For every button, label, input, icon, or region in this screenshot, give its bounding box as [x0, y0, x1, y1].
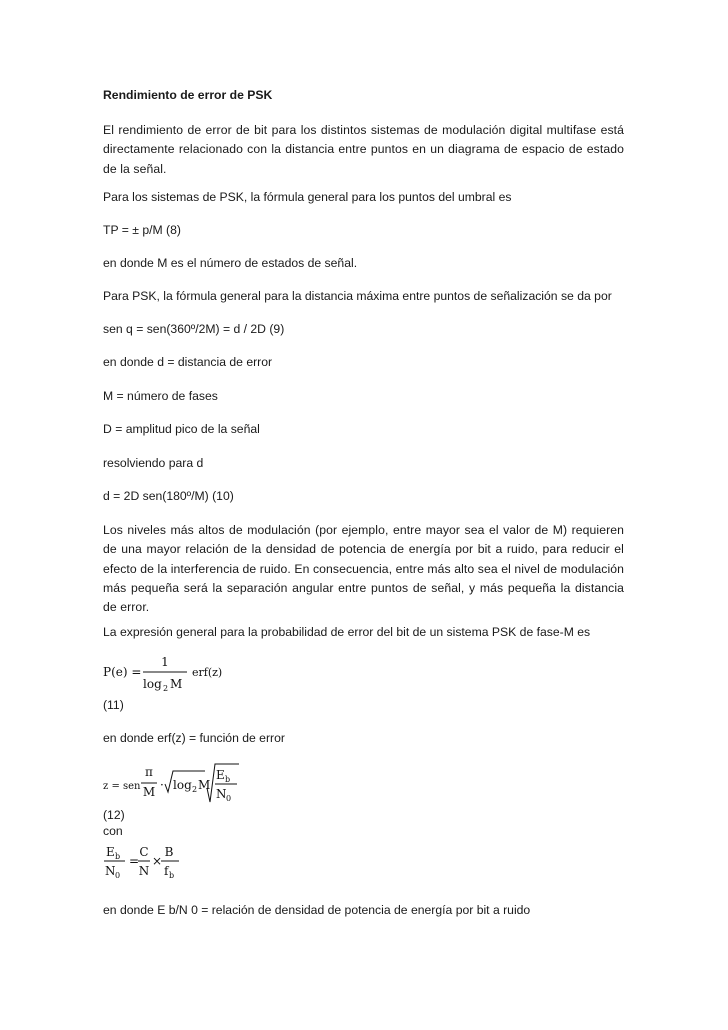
- paragraph-solving: resolviendo para d: [103, 456, 204, 470]
- formula-12-dot: ·: [160, 778, 164, 792]
- paragraph-m-phases: M = número de fases: [103, 389, 218, 403]
- paragraph-probability: La expresión general para la probabilidad de error del bit de un sistema PSK de fase-M es: [103, 625, 591, 639]
- section-title: Rendimiento de error de PSK: [103, 88, 273, 102]
- word-con: con: [103, 824, 123, 838]
- formula-11-den-log: log: [143, 677, 162, 691]
- formula-11-numerator: 1: [161, 655, 169, 669]
- formula-11: [103, 652, 323, 694]
- formula-snr-f: f: [164, 864, 169, 878]
- formula-11-rhs: erf(z): [192, 666, 223, 679]
- paragraph-eb-n0: en donde E b/N 0 = relación de densidad de potencia de energía por bit a ruido: [103, 903, 531, 917]
- formula-snr-equals: =: [129, 854, 140, 868]
- paragraph-threshold: Para los sistemas de PSK, la fórmula general para los puntos del umbral es: [103, 190, 512, 204]
- formula-snr-n0-sub: 0: [115, 871, 121, 880]
- formula-12: [103, 762, 253, 804]
- formula-12-eb: E: [216, 768, 225, 782]
- formula-snr-f-sub: b: [169, 871, 175, 880]
- formula-snr: [103, 840, 193, 882]
- formula-12-m: M: [142, 785, 156, 799]
- paragraph-modulation-levels: Los niveles más altos de modulación (por ejemplo, entre mayor sea el valor de M) requieren de una mayor relación de la densidad de potencia de energía por bit a ruido, para reducir el efecto de la interferencia de ruido. En consecuencia, entre más alto sea el nivel de modulación más pequeña será la separación angular entre puntos de señal, y más pequeña la distancia de error.: [103, 523, 625, 615]
- formula-11-den-sub: 2: [163, 684, 169, 693]
- formula-12-n0: N: [216, 787, 227, 801]
- formula-12-pi: π: [145, 765, 153, 779]
- formula-12-n0-sub: 0: [226, 794, 232, 803]
- formula-12-log: log: [173, 778, 192, 792]
- formula-snr-c: C: [139, 845, 149, 859]
- equation-9: sen q = sen(360º/2M) = d / 2D (9): [103, 322, 285, 336]
- formula-snr-eb: E: [106, 845, 115, 859]
- equation-8: TP = ± p/M (8): [103, 223, 181, 237]
- paragraph-m-definition: en donde M es el número de estados de señal.: [103, 256, 358, 270]
- formula-snr-n: N: [138, 864, 150, 878]
- label-11: (11): [103, 698, 124, 712]
- formula-12-log-m: M: [198, 778, 211, 792]
- paragraph-d-definition: en donde d = distancia de error: [103, 355, 273, 369]
- formula-12-lhs: z = sen: [103, 781, 141, 792]
- formula-snr-n0: N: [105, 864, 116, 878]
- formula-11-lhs: P(e) =: [103, 665, 142, 679]
- formula-snr-b: B: [164, 845, 174, 859]
- paragraph-erf: en donde erf(z) = función de error: [103, 731, 285, 745]
- paragraph-distance: Para PSK, la fórmula general para la distancia máxima entre puntos de señalización se da por: [103, 289, 612, 303]
- formula-12-log-sub: 2: [192, 785, 198, 794]
- equation-10: d = 2D sen(180º/M) (10): [103, 489, 234, 503]
- formula-snr-eb-sub: b: [115, 852, 121, 861]
- formula-12-eb-sub: b: [225, 775, 231, 784]
- paragraph-d-amplitude: D = amplitud pico de la señal: [103, 422, 260, 436]
- formula-11-den-m: M: [170, 677, 183, 691]
- formula-snr-times: ×: [152, 854, 163, 868]
- label-12: (12): [103, 808, 125, 822]
- paragraph-intro: El rendimiento de error de bit para los distintos sistemas de modulación digital multifase está directamente relacionado con la distancia entre puntos en un diagrama de espacio de estado de la señal.: [103, 123, 624, 176]
